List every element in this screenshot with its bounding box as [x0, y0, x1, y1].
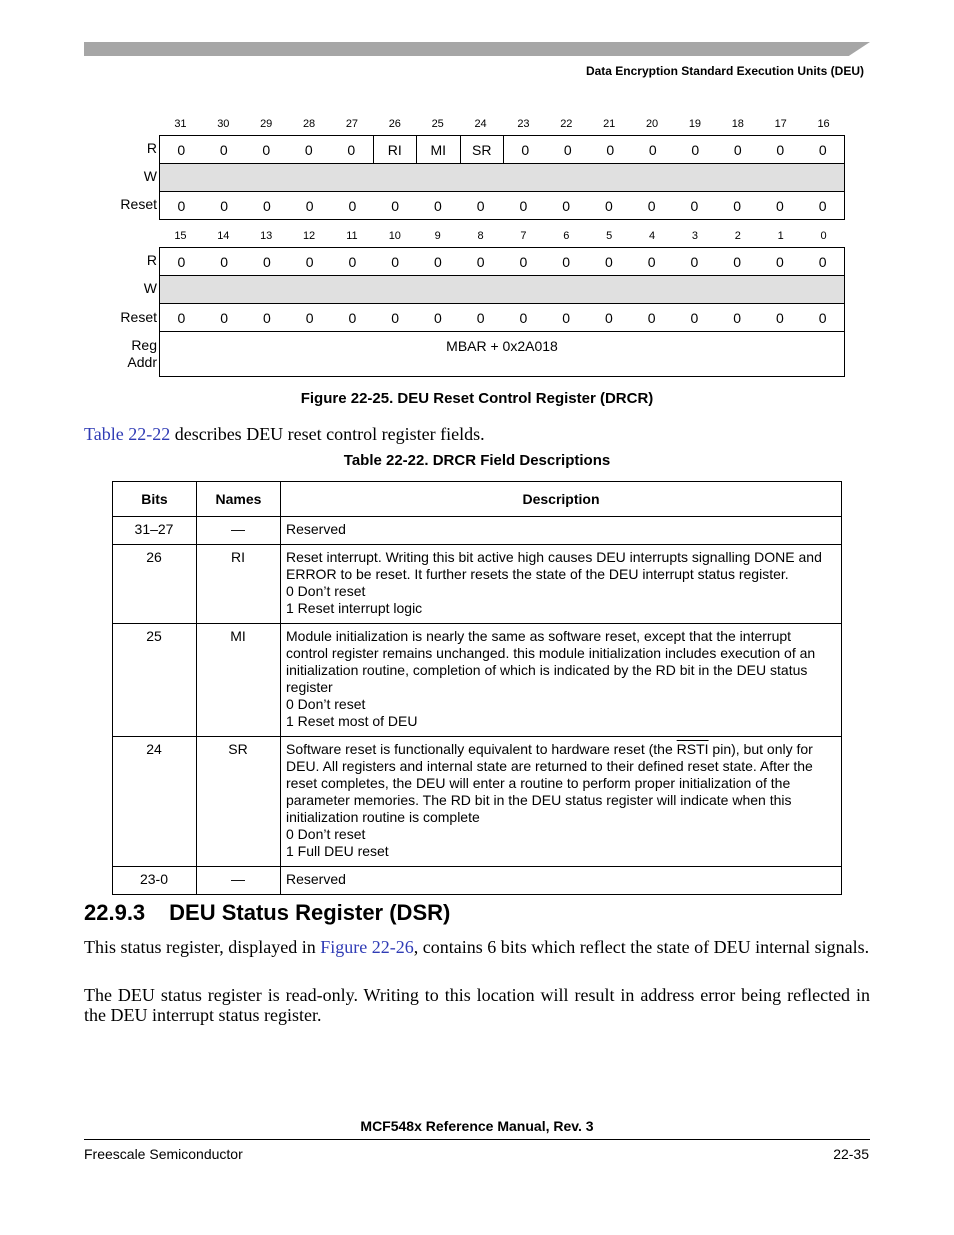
footer-page-number: 22-35 — [833, 1146, 869, 1162]
name-cell: MI — [197, 624, 281, 737]
bit-cell: 0 — [476, 253, 485, 270]
bit-cell: 0 — [305, 253, 314, 270]
register-address: MBAR + 0x2A018 — [446, 338, 558, 354]
bit-cell: 0 — [262, 141, 271, 158]
bit-number: 19 — [688, 118, 702, 130]
description-line: 1 Reset interrupt logic — [286, 600, 423, 616]
bits-cell: 25 — [113, 624, 197, 737]
description-line: 1 Full DEU reset — [286, 843, 389, 859]
bit-cell: 0 — [476, 197, 485, 214]
bit-cell: 0 — [348, 197, 357, 214]
bit-cell: 0 — [476, 309, 485, 326]
bit-number: 20 — [645, 118, 659, 130]
section-paragraph-1 — [84, 937, 870, 957]
row-label-reg-addr — [0, 337, 157, 371]
bit-cell: 0 — [304, 141, 313, 158]
header-description: Description — [281, 482, 842, 517]
bit-cell: 0 — [775, 197, 784, 214]
bit-number: 14 — [217, 230, 230, 242]
bit-cell: 0 — [606, 141, 615, 158]
bit-cell: 0 — [604, 253, 613, 270]
section-title: DEU Status Register (DSR) — [169, 900, 451, 925]
description-line: Reserved — [286, 871, 346, 887]
bit-number: 10 — [388, 230, 401, 242]
bit-cell: 0 — [775, 253, 784, 270]
description-cell — [281, 624, 842, 737]
bit-number: 16 — [817, 118, 830, 130]
row-label-w: W — [143, 168, 157, 184]
bit-number: 6 — [563, 230, 570, 242]
description-text: Software reset is functionally equivalent to hardware reset (the — [286, 741, 677, 757]
bit-cell: 0 — [647, 253, 656, 270]
name-cell: — — [197, 867, 281, 895]
lower-reset-row — [159, 303, 845, 332]
row-label-r: R — [146, 252, 157, 268]
bits-cell: 26 — [113, 545, 197, 624]
name-cell: RI — [197, 545, 281, 624]
bit-cell: 0 — [220, 253, 229, 270]
figure-caption: Figure 22-25. DEU Reset Control Register (DRCR) — [300, 390, 654, 407]
description-line — [286, 741, 835, 826]
header-bar — [84, 42, 870, 56]
bit-cell: 0 — [433, 197, 442, 214]
bit-number: 8 — [477, 230, 484, 242]
bit-number: 3 — [691, 230, 698, 242]
bit-cell: MI — [416, 136, 460, 163]
lower-bit-numbers — [159, 230, 845, 242]
bit-cell: 0 — [776, 141, 785, 158]
upper-reset-row — [159, 191, 845, 220]
bit-cell: 0 — [219, 141, 228, 158]
bit-number: 12 — [302, 230, 316, 242]
bit-number: 25 — [431, 118, 444, 130]
bit-number: 30 — [217, 118, 230, 130]
bit-cell: 0 — [519, 197, 528, 214]
upper-read-row — [159, 135, 845, 164]
bit-cell: 0 — [818, 309, 827, 326]
bits-cell: 31–27 — [113, 517, 197, 545]
bit-number: 24 — [474, 118, 487, 130]
table-header-row — [113, 482, 842, 517]
bit-cell: 0 — [391, 309, 400, 326]
name-cell: — — [197, 517, 281, 545]
bit-cell: 0 — [177, 141, 186, 158]
bit-cell: 0 — [562, 197, 571, 214]
row-label-r: R — [146, 140, 157, 156]
bit-cell: 0 — [519, 309, 528, 326]
bit-number: 4 — [649, 230, 656, 242]
bit-number: 15 — [174, 230, 187, 242]
header-bits: Bits — [113, 482, 197, 517]
bit-cell: 0 — [519, 253, 528, 270]
description-line: 0 Don’t reset — [286, 696, 366, 712]
row-label-reset: Reset — [120, 196, 157, 212]
footer-company: Freescale Semiconductor — [84, 1146, 243, 1162]
field-descriptions-table — [112, 481, 842, 895]
bit-cell: 0 — [562, 309, 571, 326]
bit-cell: SR — [460, 136, 504, 163]
bit-number: 5 — [606, 230, 613, 242]
header-names: Names — [197, 482, 281, 517]
bit-cell: 0 — [305, 197, 314, 214]
paragraph-text: This status register, displayed in — [84, 937, 321, 957]
description-cell — [281, 545, 842, 624]
bit-cell: 0 — [177, 197, 186, 214]
bit-cell: 0 — [733, 253, 742, 270]
description-cell — [281, 867, 842, 895]
bit-number: 9 — [434, 230, 441, 242]
description-line: 1 Reset most of DEU — [286, 713, 418, 729]
bit-cell: 0 — [818, 197, 827, 214]
description-line: 0 Don’t reset — [286, 583, 366, 599]
bit-cell: 0 — [775, 309, 784, 326]
table-row — [113, 737, 842, 867]
row-label-w: W — [143, 280, 157, 296]
bit-cell: 0 — [648, 141, 657, 158]
paragraph-text: , contains 6 bits which reflect the state of DEU internal signals. — [413, 937, 870, 957]
register-address-box — [159, 331, 845, 377]
description-text: pin), but only for DEU. All registers and internal state are returned to their defined reset state. After the reset completes, the DEU will enter a routine to perform proper initialization of the parameter memories. The RD bit in the DEU status register will indicate when this initialization routine is complete — [286, 741, 813, 825]
bit-number: 11 — [346, 230, 358, 242]
reg-label: Reg — [131, 337, 157, 353]
bit-cell: 0 — [733, 309, 742, 326]
description-cell — [281, 517, 842, 545]
bit-cell: 0 — [347, 141, 356, 158]
bit-cell: 0 — [433, 253, 442, 270]
bit-number: 28 — [302, 118, 316, 130]
intro-text: describes DEU reset control register fields. — [170, 424, 485, 444]
bit-cell: 0 — [647, 197, 656, 214]
bit-cell: 0 — [818, 253, 827, 270]
bit-cell: 0 — [604, 309, 613, 326]
bit-number: 21 — [603, 118, 616, 130]
bit-number: 7 — [520, 230, 527, 242]
bits-cell: 23-0 — [113, 867, 197, 895]
bit-number: 23 — [517, 118, 530, 130]
bit-cell: 0 — [177, 253, 186, 270]
description-line: Module initialization is nearly the same as software reset, except that the interrupt control register remains unchanged. this module initialization includes execution of an initialization routine, completion of which is indicated by the RD bit in the DEU status register — [286, 628, 816, 695]
bit-cell: 0 — [305, 309, 314, 326]
figure-link[interactable]: Figure 22-26 — [320, 937, 414, 957]
bit-cell: 0 — [604, 197, 613, 214]
bit-number: 26 — [388, 118, 401, 130]
footer-manual-title: MCF548x Reference Manual, Rev. 3 — [360, 1118, 594, 1134]
bit-number: 22 — [560, 118, 573, 130]
table-row — [113, 624, 842, 737]
footer-rule — [84, 1139, 870, 1140]
description-line: Reset interrupt. Writing this bit active high causes DEU interrupts signalling DONE and ERROR to be reset. It further resets the state of the DEU interrupt status register. — [286, 549, 822, 582]
signal-name: RSTI — [676, 741, 709, 757]
section-number: 22.9.3 — [84, 900, 146, 925]
bit-cell: 0 — [690, 253, 699, 270]
bit-cell: 0 — [818, 141, 827, 158]
section-paragraph-2: The DEU status register is read-only. Writing to this location will result in address error being reflected in the DEU interrupt status register. — [84, 985, 870, 1025]
table-row — [113, 517, 842, 545]
bit-cell: 0 — [348, 253, 357, 270]
chapter-title: Data Encryption Standard Execution Units (DEU) — [585, 64, 864, 78]
bit-cell: 0 — [690, 309, 699, 326]
section-heading — [84, 900, 450, 926]
bit-number: 27 — [345, 118, 359, 130]
bit-cell: 0 — [691, 141, 700, 158]
bit-cell: 0 — [690, 197, 699, 214]
table-row — [113, 867, 842, 895]
bit-cell: 0 — [563, 141, 572, 158]
bit-number: 29 — [260, 118, 273, 130]
bit-cell: 0 — [733, 197, 742, 214]
bit-cell: 0 — [348, 309, 357, 326]
bit-cell: 0 — [262, 309, 271, 326]
table-caption: Table 22-22. DRCR Field Descriptions — [343, 452, 611, 469]
bits-cell: 24 — [113, 737, 197, 867]
row-label-reset: Reset — [120, 309, 157, 325]
bit-number: 13 — [260, 230, 273, 242]
bit-cell: 0 — [391, 197, 400, 214]
lower-write-row — [159, 275, 845, 304]
bit-cell: 0 — [562, 253, 571, 270]
bit-cell: 0 — [433, 309, 442, 326]
bit-number: 18 — [731, 118, 744, 130]
description-cell — [281, 737, 842, 867]
description-line: 0 Don’t reset — [286, 826, 366, 842]
bit-cell: 0 — [220, 309, 229, 326]
bit-cell: 0 — [220, 197, 229, 214]
upper-write-row — [159, 163, 845, 192]
upper-bit-numbers — [159, 118, 845, 130]
bit-number: 17 — [774, 118, 787, 130]
bit-cell: 0 — [391, 253, 400, 270]
intro-paragraph — [84, 424, 485, 444]
name-cell: SR — [197, 737, 281, 867]
bit-cell: 0 — [647, 309, 656, 326]
bit-cell: 0 — [177, 309, 186, 326]
bit-cell: RI — [373, 136, 417, 163]
description-line: Reserved — [286, 521, 346, 537]
bit-cell: 0 — [503, 136, 547, 163]
table-link[interactable]: Table 22-22 — [84, 424, 171, 444]
bit-cell: 0 — [262, 253, 271, 270]
bit-number: 31 — [174, 118, 187, 130]
bit-number: 1 — [777, 230, 784, 242]
table-row — [113, 545, 842, 624]
bit-number: 2 — [734, 230, 741, 242]
lower-read-row — [159, 247, 845, 276]
bit-cell: 0 — [262, 197, 271, 214]
bit-number: 0 — [820, 230, 827, 242]
bit-cell: 0 — [733, 141, 742, 158]
addr-label: Addr — [127, 354, 157, 370]
